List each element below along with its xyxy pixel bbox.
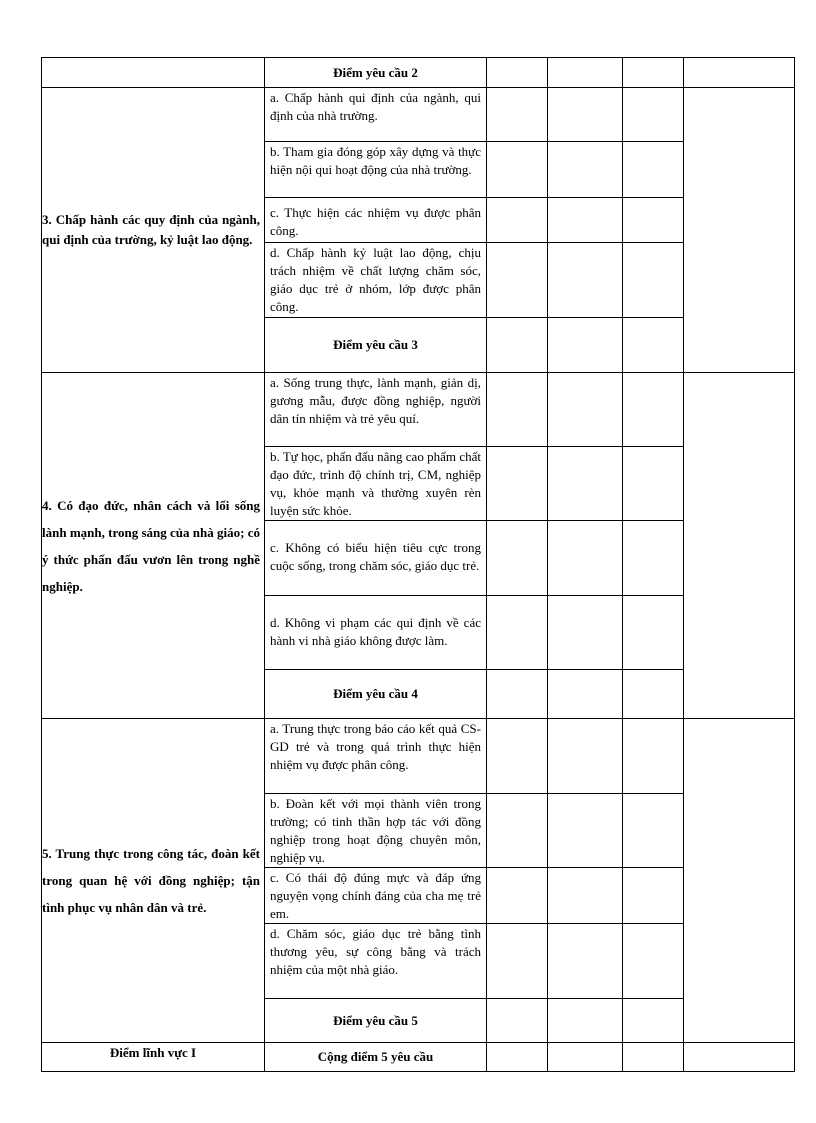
remark-cell[interactable] [684,719,795,1043]
score-cell[interactable] [548,670,623,719]
score-cell[interactable] [623,243,684,318]
score-cell[interactable] [623,198,684,243]
criterion-4-item-d: d. Không vi phạm các qui định về các hành vi nhà giáo không được làm. [265,596,487,670]
criterion-5-item-d: d. Chăm sóc, giáo dục trẻ bằng tình thương yêu, sự công bằng và trách nhiệm của một nhà giáo. [265,924,487,999]
field-score-label: Điểm lĩnh vực I [42,1043,265,1072]
score-cell[interactable] [623,868,684,924]
score-cell[interactable] [623,1043,684,1072]
criterion-4-title-cell [42,373,265,719]
score-cell[interactable] [623,719,684,794]
evaluation-table [41,57,795,1072]
score-cell[interactable] [623,521,684,596]
remark-cell[interactable] [684,88,795,373]
criterion-5-item-a: a. Trung thực trong báo cáo kết quả CS-GD trẻ và trong quá trình thực hiện nhiệm vụ được phân công. [265,719,487,794]
score-cell[interactable] [623,142,684,198]
score-label-5: Điểm yêu cầu 5 [265,999,487,1043]
criterion-3-item-b: b. Tham gia đóng góp xây dựng và thực hiện nội qui hoạt động của nhà trường. [265,142,487,198]
score-cell[interactable] [548,1043,623,1072]
score-cell[interactable] [548,373,623,447]
score-cell[interactable] [623,58,684,88]
score-cell[interactable] [487,142,548,198]
remark-cell[interactable] [684,1043,795,1072]
score-cell[interactable] [487,719,548,794]
table-row [42,58,795,88]
criterion-4-item-b: b. Tự học, phấn đấu nâng cao phẩm chất đạo đức, trình độ chính trị, CM, nghiệp vụ, khỏe mạnh và thường xuyên rèn luyện sức khỏe. [265,447,487,521]
criterion-5-title-cell [42,719,265,1043]
remark-cell[interactable] [684,373,795,719]
remark-cell[interactable] [684,58,795,88]
score-cell[interactable] [487,999,548,1043]
score-cell[interactable] [548,719,623,794]
score-cell[interactable] [487,88,548,142]
score-cell[interactable] [548,447,623,521]
criterion-4-item-a: a. Sống trung thực, lành mạnh, giản dị, gương mẫu, được đồng nghiệp, người dân tín nhiệm và trẻ yêu quí. [265,373,487,447]
score-cell[interactable] [623,999,684,1043]
criterion-3-title: 3. Chấp hành các quy định của ngành, qui định của trường, kỷ luật lao động. [42,212,260,247]
table-row [42,719,795,794]
table-row [42,1043,795,1072]
total-score-label: Cộng điểm 5 yêu cầu [265,1043,487,1072]
score-cell[interactable] [487,243,548,318]
score-cell[interactable] [623,596,684,670]
score-cell[interactable] [548,794,623,868]
criterion-cell-empty [42,58,265,88]
criterion-5-title: 5. Trung thực trong công tác, đoàn kết trong quan hệ với đồng nghiệp; tận tình phục vụ nhân dân và trẻ. [42,846,260,915]
score-cell[interactable] [487,596,548,670]
score-cell[interactable] [548,142,623,198]
score-cell[interactable] [548,198,623,243]
criterion-3-item-d: d. Chấp hành kỷ luật lao động, chịu trách nhiệm về chất lượng chăm sóc, giáo dục trẻ ở nhóm, lớp được phân công. [265,243,487,318]
table-row [42,88,795,142]
score-cell[interactable] [623,88,684,142]
criterion-5-item-b: b. Đoàn kết với mọi thành viên trong trường; có tinh thần hợp tác với đồng nghiệp trong hoạt động chuyên môn, nghiệp vụ. [265,794,487,868]
criterion-3-item-c: c. Thực hiện các nhiệm vụ được phân công. [265,198,487,243]
score-cell[interactable] [487,318,548,373]
score-cell[interactable] [548,999,623,1043]
score-label-4: Điểm yêu cầu 4 [265,670,487,719]
criterion-3-title-cell [42,88,265,373]
score-cell[interactable] [548,521,623,596]
score-cell[interactable] [487,447,548,521]
score-cell[interactable] [487,373,548,447]
score-cell[interactable] [623,373,684,447]
criterion-5-item-c: c. Có thái độ đúng mực và đáp ứng nguyện vọng chính đáng của cha mẹ trẻ em. [265,868,487,924]
score-cell[interactable] [487,1043,548,1072]
score-cell[interactable] [487,521,548,596]
score-cell[interactable] [487,670,548,719]
score-cell[interactable] [487,198,548,243]
criterion-3-item-a: a. Chấp hành qui định của ngành, qui định của nhà trường. [265,88,487,142]
score-cell[interactable] [623,318,684,373]
score-cell[interactable] [548,318,623,373]
score-cell[interactable] [623,447,684,521]
score-cell[interactable] [548,58,623,88]
criterion-4-item-c: c. Không có biểu hiện tiêu cực trong cuộc sống, trong chăm sóc, giáo dục trẻ. [265,521,487,596]
score-cell[interactable] [548,243,623,318]
score-cell[interactable] [623,670,684,719]
score-cell[interactable] [487,868,548,924]
score-cell[interactable] [487,924,548,999]
score-cell[interactable] [548,868,623,924]
score-label-3: Điểm yêu cầu 3 [265,318,487,373]
score-cell[interactable] [623,794,684,868]
score-cell[interactable] [548,924,623,999]
criterion-4-title: 4. Có đạo đức, nhân cách và lối sống lành mạnh, trong sáng của nhà giáo; có ý thức phấn đấu vươn lên trong nghề nghiệp. [42,497,260,594]
score-cell[interactable] [487,58,548,88]
score-cell[interactable] [548,88,623,142]
score-cell[interactable] [487,794,548,868]
score-label-2: Điểm yêu cầu 2 [265,58,487,88]
score-cell[interactable] [623,924,684,999]
score-cell[interactable] [548,596,623,670]
table-row [42,373,795,447]
